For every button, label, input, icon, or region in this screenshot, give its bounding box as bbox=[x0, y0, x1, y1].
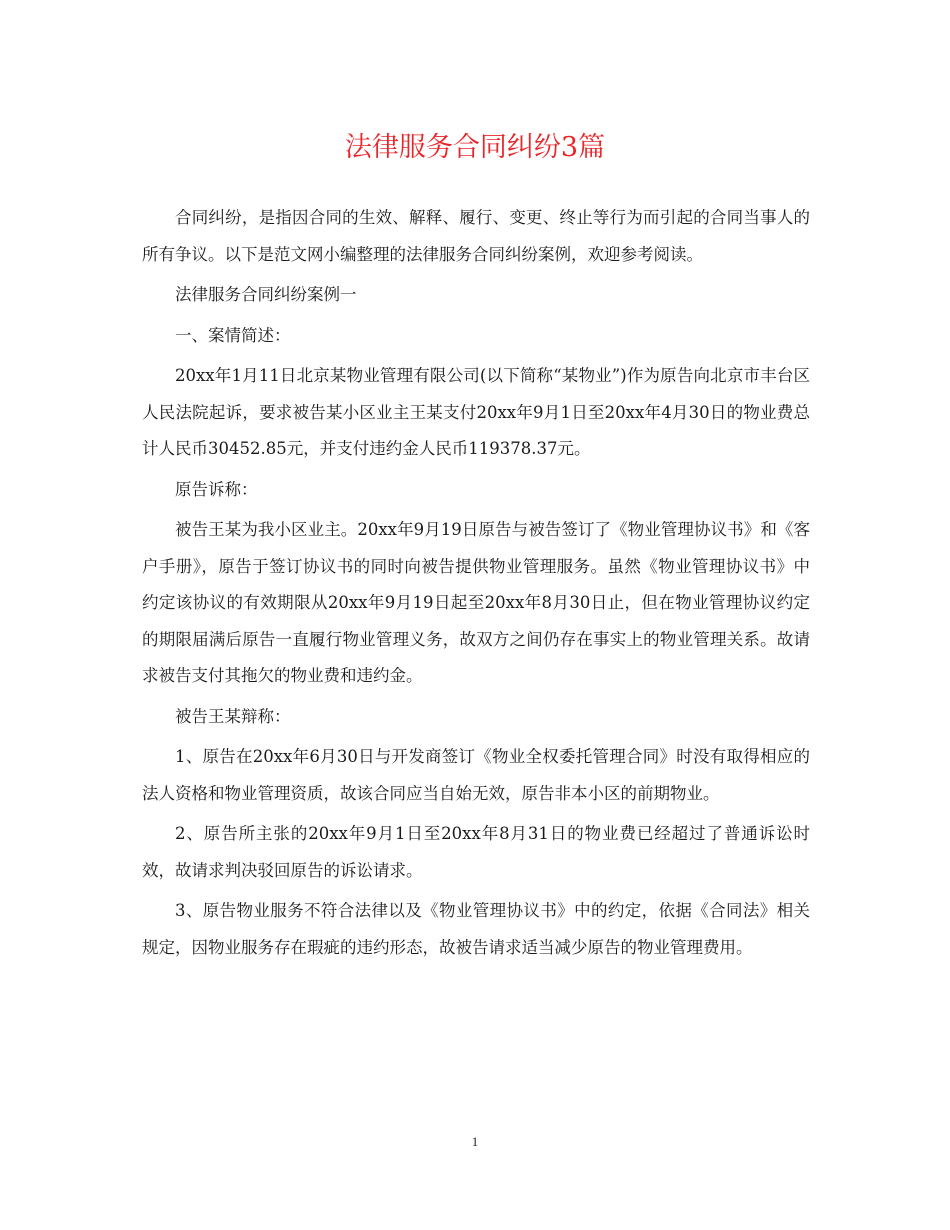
document-body bbox=[142, 200, 810, 970]
page-number: 1 bbox=[471, 1134, 479, 1149]
paragraph-defense-2: 2、原告所主张的20xx年9月1日至20xx年8月31日的物业费已经超过了普通诉讼时效，故请求判决驳回原告的诉讼请求。 bbox=[142, 824, 810, 880]
paragraph-intro: 合同纠纷，是指因合同的生效、解释、履行、变更、终止等行为而引起的合同当事人的所有争议。以下是范文网小编整理的法律服务合同纠纷案例，欢迎参考阅读。 bbox=[142, 208, 810, 264]
paragraph-section-heading: 一、案情简述： bbox=[175, 325, 291, 345]
paragraph-defense-3: 3、原告物业服务不符合法律以及《物业管理协议书》中的约定，依据《合同法》相关规定，因物业服务存在瑕疵的违约形态，故被告请求适当减少原告的物业管理费用。 bbox=[142, 901, 810, 957]
paragraph-defense-1: 1、原告在20xx年6月30日与开发商签订《物业全权委托管理合同》时没有取得相应的法人资格和物业管理资质，故该合同应当自始无效，原告非本小区的前期物业。 bbox=[142, 747, 810, 803]
paragraph-plaintiff-claim: 被告王某为我小区业主。20xx年9月19日原告与被告签订了《物业管理协议书》和《客户手册》，原告于签订协议书的同时向被告提供物业管理服务。虽然《物业管理协议书》中约定该协议的有效期限从20xx年9月19日起至20xx年8月30日止，但在物业管理协议约定的期限届满后原告一直履行物业管理义务，故双方之间仍存在事实上的物业管理关系。故请求被告支付其拖欠的物业费和违约金。 bbox=[142, 520, 810, 685]
document-title: 法律服务合同纠纷3篇 bbox=[344, 132, 606, 163]
paragraph-case-heading: 法律服务合同纠纷案例一 bbox=[175, 285, 357, 304]
paragraph-case-summary: 20xx年1月11日北京某物业管理有限公司(以下简称“某物业”)作为原告向北京市丰台区人民法院起诉，要求被告某小区业主王某支付20xx年9月1日至20xx年4月30日的物业费总计人民币30452.85元，并支付违约金人民币119378.37元。 bbox=[142, 366, 810, 458]
paragraph-plaintiff-heading: 原告诉称： bbox=[175, 479, 258, 499]
paragraph-defendant-heading: 被告王某辩称： bbox=[175, 706, 291, 726]
